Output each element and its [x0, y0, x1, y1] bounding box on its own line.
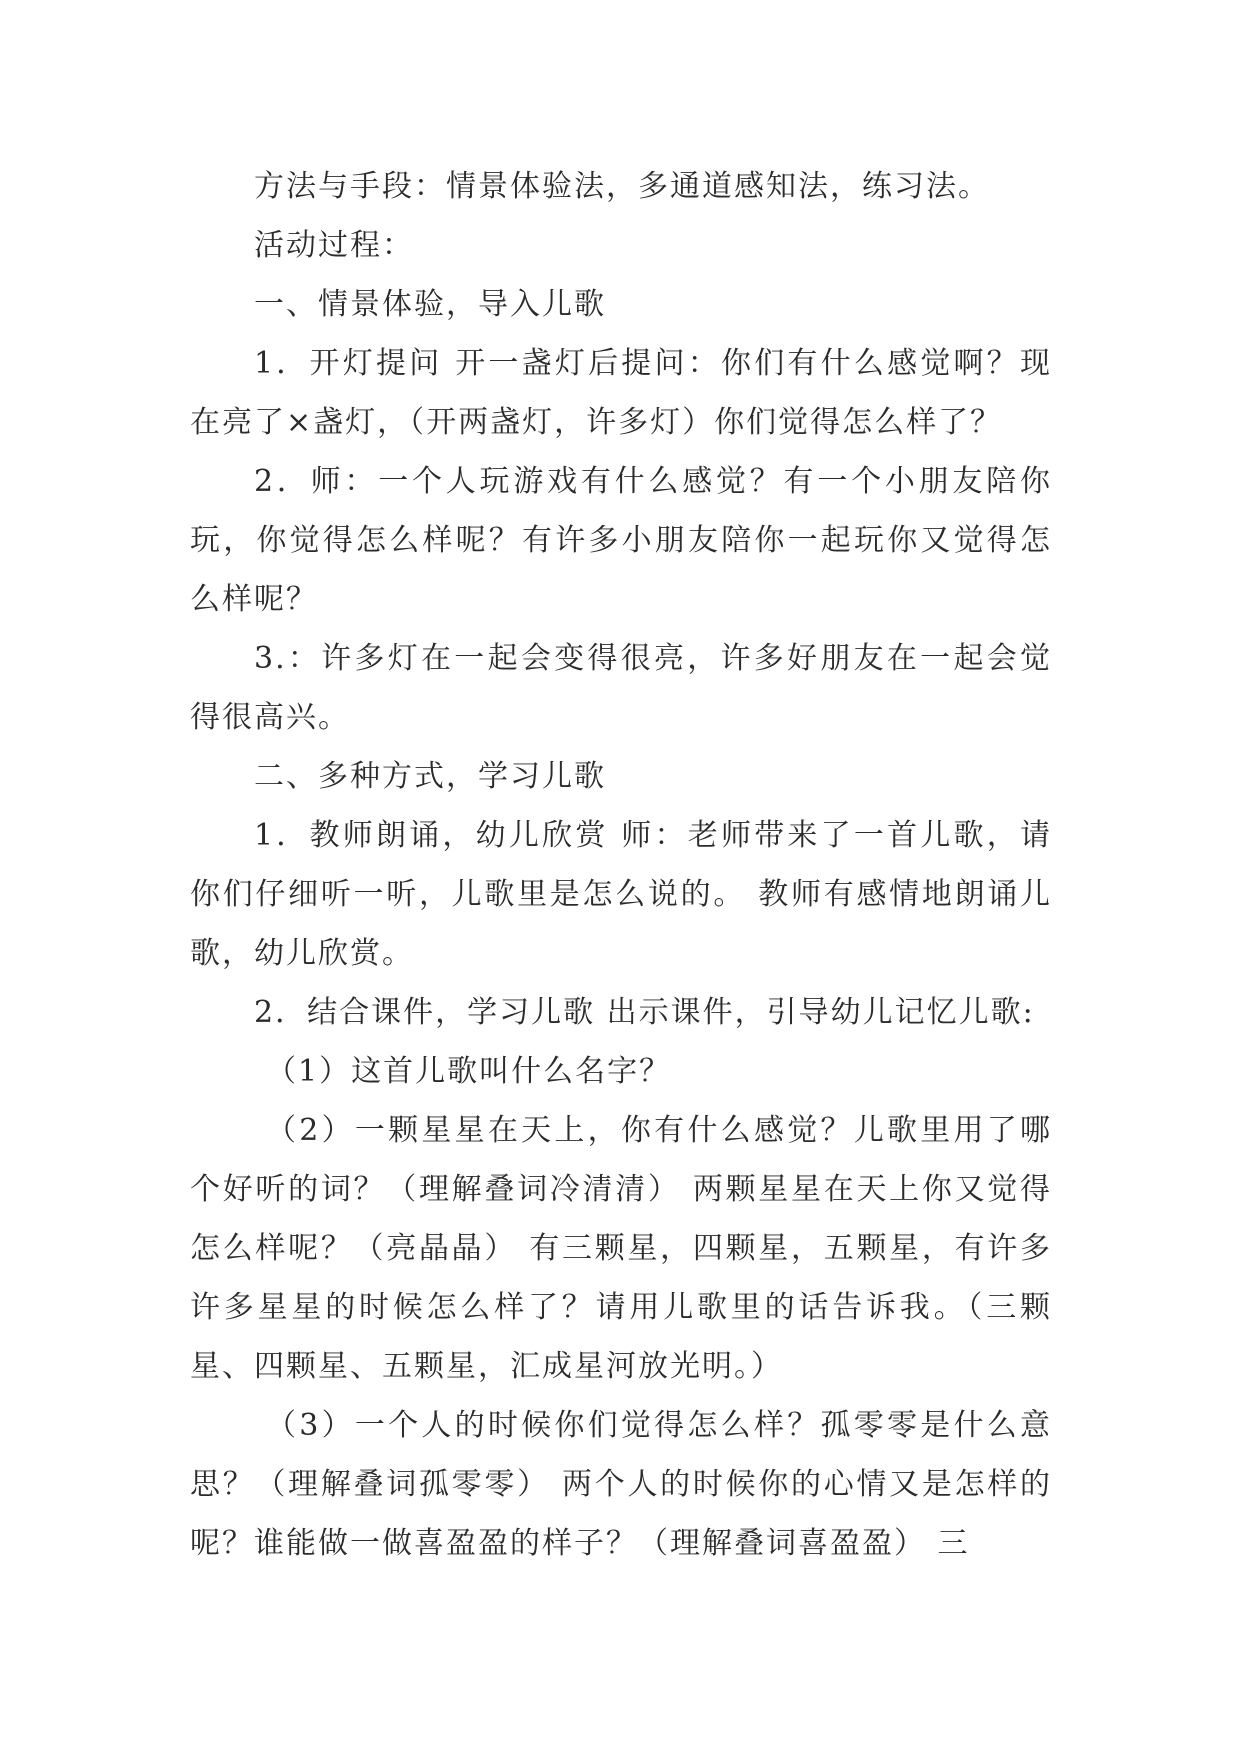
- paragraph-item-2-2: 2．结合课件，学习儿歌 出示课件，引导幼儿记忆儿歌:: [254, 995, 1035, 1030]
- paragraph-item-2-1: 1．教师朗诵，幼儿欣赏 师：老师带来了一首儿歌，请你们仔细听一听，儿歌里是怎么说的。 教师有感情地朗诵儿歌，幼儿欣赏。: [190, 818, 1052, 971]
- paragraph-item-1-2: 2．师：一个人玩游戏有什么感觉？有一个小朋友陪你玩，你觉得怎么样呢？有许多小朋友陪你一起玩你又觉得怎么样呢？: [190, 464, 1052, 617]
- section-heading-1: 一、情景体验，导入儿歌: [254, 287, 606, 322]
- paragraph-item-1-1: 1．开灯提问 开一盏灯后提问：你们有什么感觉啊？现在亮了×盏灯，（开两盏灯，许多灯）你们觉得怎么样了？: [190, 346, 1052, 440]
- paragraph-question-3: （3）一个人的时候你们觉得怎么样？孤零零是什么意思？（理解叠词孤零零） 两个人的时候你的心情又是怎样的呢？谁能做一做喜盈盈的样子？（理解叠词喜盈盈） 三: [190, 1408, 1052, 1561]
- paragraph-process-heading: 活动过程：: [254, 228, 414, 263]
- paragraph-methods: 方法与手段：情景体验法，多通道感知法，练习法。: [254, 169, 990, 204]
- paragraph-question-1: （1）这首儿歌叫什么名字？: [266, 1054, 672, 1089]
- section-heading-2: 二、多种方式，学习儿歌: [254, 759, 606, 794]
- paragraph-item-1-3: 3.：许多灯在一起会变得很亮，许多好朋友在一起会觉得很高兴。: [190, 641, 1052, 735]
- document-body: [190, 157, 1052, 1573]
- paragraph-question-2: （2）一颗星星在天上，你有什么感觉？儿歌里用了哪个好听的词？（理解叠词冷清清） 两颗星星在天上你又觉得怎么样呢？（亮晶晶） 有三颗星，四颗星，五颗星，有许多许多星星的时候怎么样了？请用儿歌里的话告诉我。（三颗星、四颗星、五颗星，汇成星河放光明。）: [190, 1113, 1052, 1384]
